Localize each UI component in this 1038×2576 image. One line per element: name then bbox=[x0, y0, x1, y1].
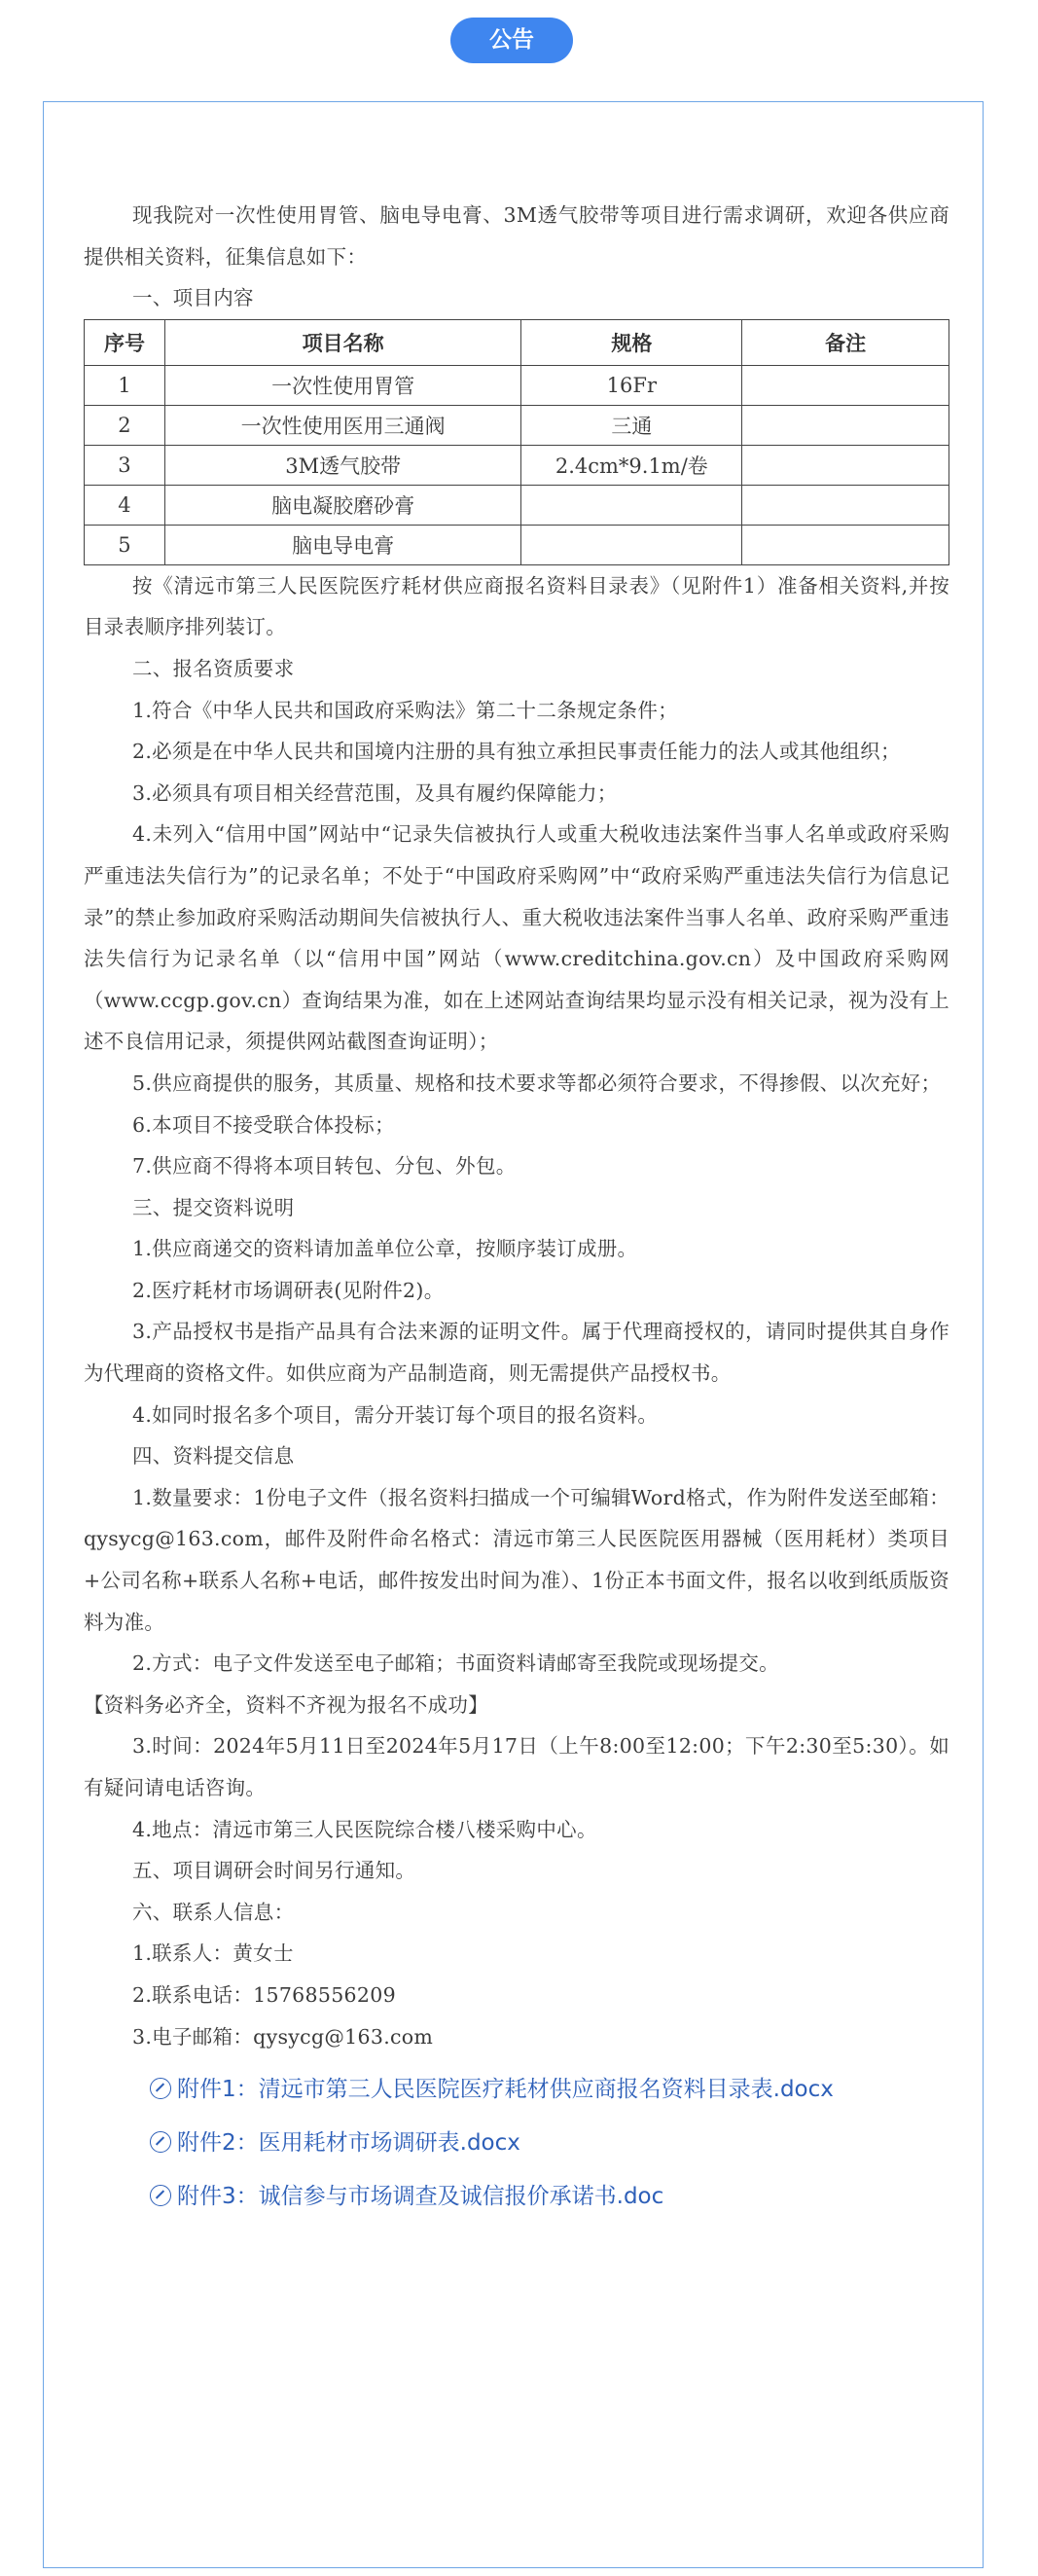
table-header-cell: 序号 bbox=[85, 319, 165, 365]
project-table bbox=[84, 319, 949, 565]
list-item: 3.必须具有项目相关经营范围，及具有履约保障能力； bbox=[132, 780, 618, 805]
table-cell: 3 bbox=[85, 445, 165, 485]
table-row bbox=[85, 365, 949, 405]
list-item: 1.符合《中华人民共和国政府采购法》第二十二条规定条件； bbox=[132, 698, 678, 722]
attachment-link[interactable] bbox=[84, 2063, 949, 2117]
table-cell: 1 bbox=[85, 365, 165, 405]
paperclip-icon bbox=[150, 2185, 171, 2206]
table-header-cell: 规格 bbox=[521, 319, 742, 365]
table-cell bbox=[742, 485, 949, 525]
table-cell: 脑电凝胶磨砂膏 bbox=[164, 485, 521, 525]
table-cell: 3M透气胶带 bbox=[164, 445, 521, 485]
table-cell bbox=[742, 445, 949, 485]
section-heading: 一、项目内容 bbox=[132, 286, 254, 310]
list-item: 2.医疗耗材市场调研表(见附件2)。 bbox=[132, 1278, 445, 1302]
list-item: 4.地点：清远市第三人民医院综合楼八楼采购中心。 bbox=[132, 1817, 597, 1841]
paperclip-icon bbox=[150, 2078, 171, 2099]
section-heading: 四、资料提交信息 bbox=[132, 1444, 295, 1469]
table-header-row bbox=[85, 319, 949, 365]
list-item: 6.本项目不接受联合体投标； bbox=[132, 1112, 395, 1137]
table-cell: 2 bbox=[85, 405, 165, 445]
table-cell bbox=[742, 365, 949, 405]
list-item: 7.供应商不得将本项目转包、分包、外包。 bbox=[132, 1154, 517, 1179]
section-heading: 五、项目调研会时间另行通知。 bbox=[132, 1859, 416, 1883]
table-cell bbox=[742, 405, 949, 445]
attachment-label: 附件3：诚信参与市场调查及诚信报价承诺书.doc bbox=[177, 2184, 664, 2210]
contact-name: 1.联系人：黄女士 bbox=[132, 1941, 294, 1966]
table-cell bbox=[521, 485, 742, 525]
table-cell: 16Fr bbox=[521, 365, 742, 405]
attachment-link[interactable] bbox=[84, 2170, 949, 2224]
section-heading: 二、报名资质要求 bbox=[132, 656, 295, 680]
notice-badge: 公告 bbox=[450, 18, 573, 63]
intro-paragraph: 现我院对一次性使用胃管、脑电导电膏、3M透气胶带等项目进行需求调研，欢迎各供应商提供相关资料，征集信息如下： bbox=[84, 203, 949, 269]
attachment-link[interactable] bbox=[84, 2117, 949, 2170]
table-cell: 脑电导电膏 bbox=[164, 525, 521, 564]
table-cell bbox=[742, 525, 949, 564]
table-cell: 三通 bbox=[521, 405, 742, 445]
after-table-paragraph: 按《清远市第三人民医院医疗耗材供应商报名资料目录表》（见附件1）准备相关资料,并按目录表顺序排列装订。 bbox=[84, 573, 949, 639]
table-cell: 5 bbox=[85, 525, 165, 564]
table-header-cell: 备注 bbox=[742, 319, 949, 365]
contact-email: 3.电子邮箱：qysycg@163.com bbox=[132, 2024, 434, 2049]
table-row bbox=[85, 405, 949, 445]
list-item: 3.时间：2024年5月11日至2024年5月17日（上午8:00至12:00；下午2:30至5:30）。如有疑问请电话咨询。 bbox=[84, 1734, 949, 1799]
table-header-cell: 项目名称 bbox=[164, 319, 521, 365]
list-item: 1.数量要求：1份电子文件（报名资料扫描成一个可编辑Word格式，作为附件发送至邮箱：qysycg@163.com，邮件及附件命名格式：清远市第三人民医院医用器械（医用耗材）类项目+公司名称+联系人名称+电话，邮件按发出时间为准）、1份正本书面文件，报名以收到纸质版资料为准。 bbox=[84, 1485, 949, 1634]
list-item: 4.未列入“信用中国”网站中“记录失信被执行人或重大税收违法案件当事人名单或政府采购严重违法失信行为”的记录名单；不处于“中国政府采购网”中“政府采购严重违法失信行为信息记录”的禁止参加政府采购活动期间失信被执行人、重大税收违法案件当事人名单、政府采购严重违法失信行为记录名单（以“信用中国”网站（www.creditchina.gov.cn）及中国政府采购网（www.ccgp.gov.cn）查询结果为准，如在上述网站查询结果均显示没有相关记录，视为没有上述不良信用记录，须提供网站截图查询证明）； bbox=[84, 822, 949, 1054]
section-heading: 六、联系人信息： bbox=[132, 1900, 295, 1924]
table-cell: 一次性使用胃管 bbox=[164, 365, 521, 405]
table-cell: 4 bbox=[85, 485, 165, 525]
list-item: 5.供应商提供的服务，其质量、规格和技术要求等都必须符合要求，不得掺假、以次充好； bbox=[132, 1070, 942, 1095]
table-cell bbox=[521, 525, 742, 564]
table-cell: 2.4cm*9.1m/卷 bbox=[521, 445, 742, 485]
table-row bbox=[85, 485, 949, 525]
section-heading: 三、提交资料说明 bbox=[132, 1195, 295, 1219]
list-item: 3.产品授权书是指产品具有合法来源的证明文件。属于代理商授权的，请同时提供其自身作为代理商的资格文件。如供应商为产品制造商，则无需提供产品授权书。 bbox=[84, 1320, 949, 1386]
list-item: 2.必须是在中华人民共和国境内注册的具有独立承担民事责任能力的法人或其他组织； bbox=[132, 740, 901, 764]
attachment-label: 附件1：清远市第三人民医院医疗耗材供应商报名资料目录表.docx bbox=[177, 2077, 834, 2103]
announcement-body bbox=[84, 195, 949, 2224]
list-item: 2.方式：电子文件发送至电子邮箱；书面资料请邮寄至我院或现场提交。 bbox=[132, 1651, 779, 1676]
table-cell: 一次性使用医用三通阀 bbox=[164, 405, 521, 445]
table-row bbox=[85, 445, 949, 485]
attachment-label: 附件2：医用耗材市场调研表.docx bbox=[177, 2130, 520, 2157]
paperclip-icon bbox=[150, 2131, 171, 2153]
list-item: 4.如同时报名多个项目，需分开装订每个项目的报名资料。 bbox=[132, 1402, 659, 1427]
table-row bbox=[85, 525, 949, 564]
list-item: 1.供应商递交的资料请加盖单位公章，按顺序装订成册。 bbox=[132, 1237, 638, 1261]
contact-phone: 2.联系电话：15768556209 bbox=[132, 1982, 396, 2007]
notice-note: 【资料务必齐全，资料不齐视为报名不成功】 bbox=[84, 1692, 488, 1717]
